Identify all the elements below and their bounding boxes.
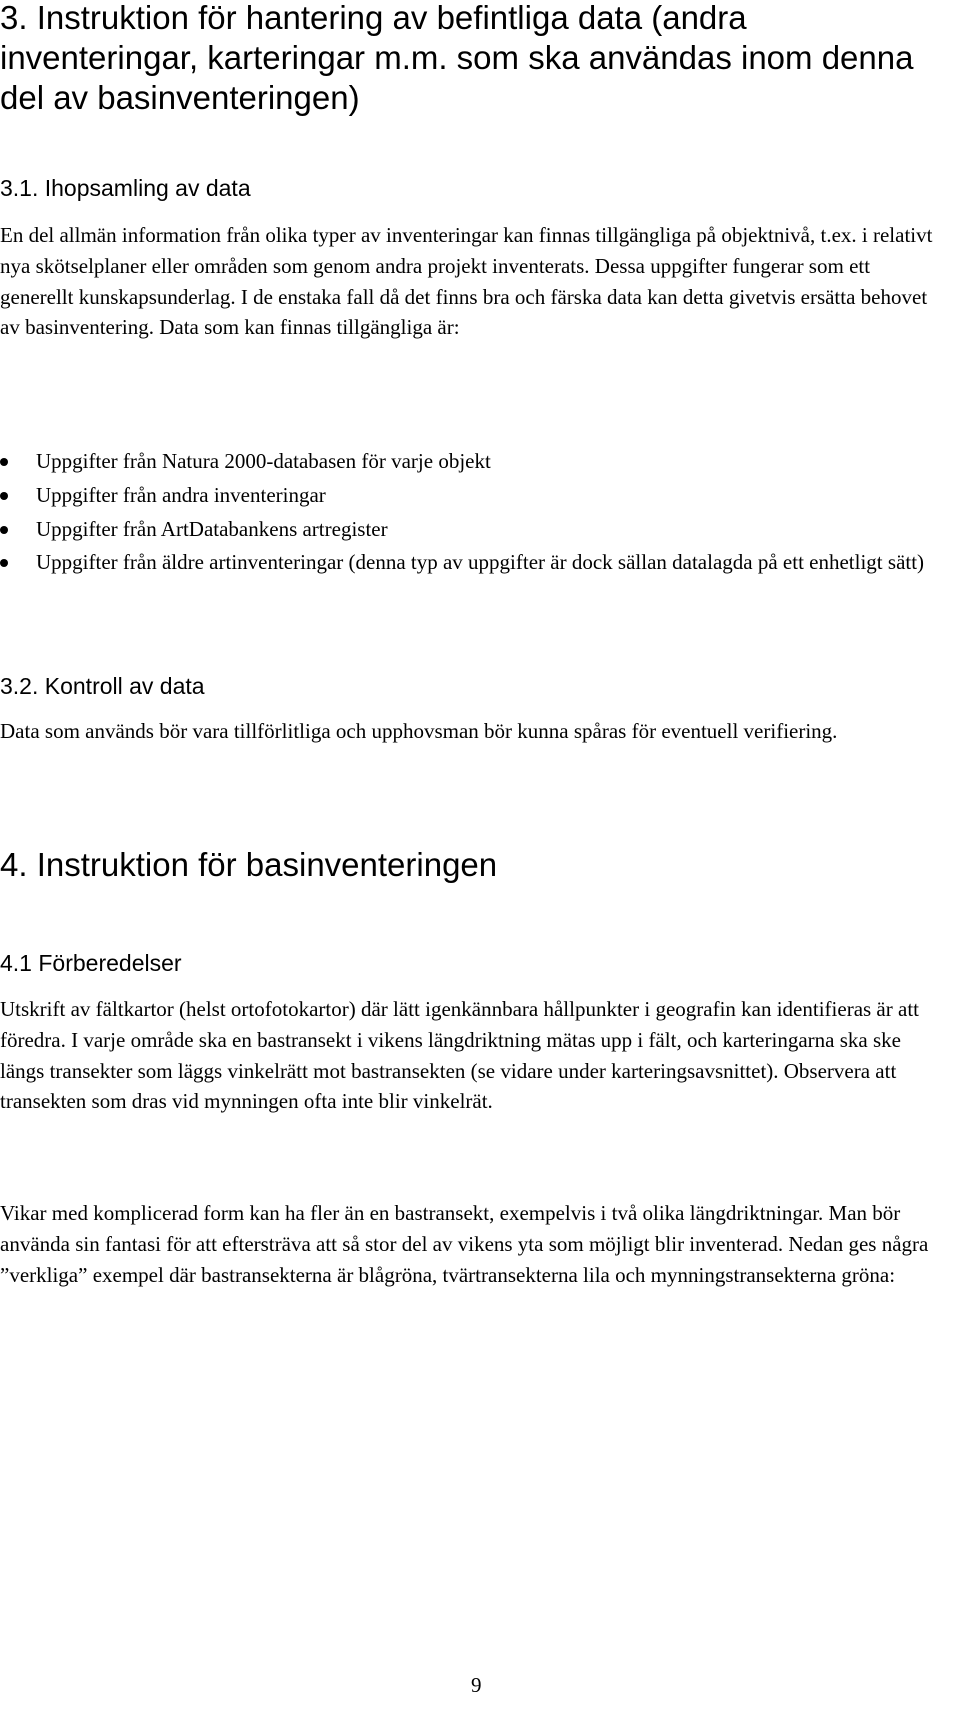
section-3-2-heading: 3.2. Kontroll av data (0, 673, 205, 699)
list-item (0, 547, 945, 578)
section-3-2-paragraph: Data som används bör vara tillförlitliga och upphovsman bör kunna spåras för eventuell verifiering. (0, 719, 838, 743)
page-number: 9 (471, 1673, 482, 1697)
section-3-1-paragraph: En del allmän information från olika typer av inventeringar kan finnas tillgängliga på objektnivå, t.ex. i relativt nya skötselplaner eller områden som genom andra projekt inventerats. Dessa uppgifter fungerar som ett generellt kunskapsunderlag. I de enstaka fall då det finns bra och färska data kan detta givetvis ersätta behovet av basinventering. Data som kan finnas tillgängliga är: (0, 223, 933, 340)
section-4-heading: 4. Instruktion för basinventeringen (0, 846, 498, 883)
data-sources-list (0, 446, 945, 581)
list-item (0, 480, 945, 511)
bullet-icon (0, 492, 8, 500)
section-4-1-heading: 4.1 Förberedelser (0, 950, 182, 976)
section-3-heading: 3. Instruktion för hantering av befintliga data (andra inventeringar, karteringar m.m. som ska användas inom denna del av basinventeringen) (0, 0, 914, 116)
list-item (0, 514, 945, 545)
list-item-text: Uppgifter från ArtDatabankens artregister (36, 516, 388, 541)
list-item (0, 446, 945, 477)
list-item-text: Uppgifter från Natura 2000-databasen för varje objekt (36, 449, 491, 473)
bullet-icon (0, 458, 8, 466)
bullet-icon (0, 526, 8, 534)
section-4-1-paragraph-1: Utskrift av fältkartor (helst ortofotokartor) där lätt igenkännbara hållpunkter i geografin kan identifieras är att föredra. I varje område ska en bastransekt i vikens längdriktning mätas upp i fält, och karteringarna ska ske längs transekter som läggs vinkelrätt mot bastransekten (se vidare under karteringsavsnittet). Observera att transekten som dras vid mynningen ofta inte blir vinkelrät. (0, 997, 919, 1114)
section-3-1-heading: 3.1. Ihopsamling av data (0, 175, 251, 201)
bullet-icon (0, 559, 8, 567)
list-item-text: Uppgifter från äldre artinventeringar (denna typ av uppgifter är dock sällan datalagda på ett enhetligt sätt) (36, 550, 925, 575)
list-item-text: Uppgifter från andra inventeringar (36, 482, 326, 507)
section-4-1-paragraph-2: Vikar med komplicerad form kan ha fler än en bastransekt, exempelvis i två olika längdriktningar. Man bör använda sin fantasi för att eftersträva att så stor del av vikens yta som möjligt blir inventerad. Nedan ges några ”verkliga” exempel där bastransekterna är blågröna, tvärtransekterna lila och mynningstransekterna gröna: (0, 1201, 929, 1287)
